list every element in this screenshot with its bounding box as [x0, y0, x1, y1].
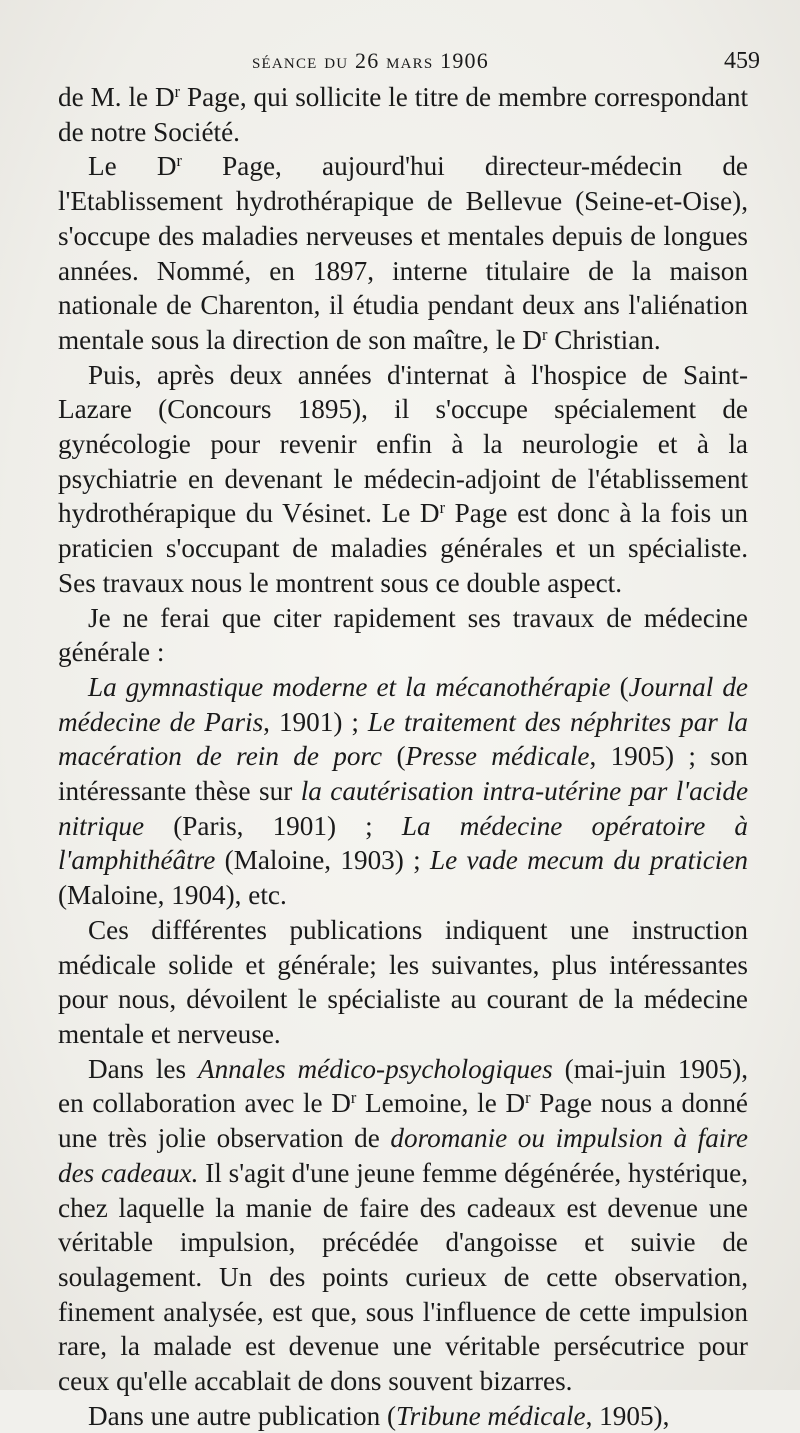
paragraph-2 [58, 149, 748, 357]
text-run: Puis, après deux années d'internat à l'hospice de Saint-Lazare (Concours 1895), il s'occupe spécialement de gynécologie pour revenir enfin à la neurologie et à la psychiatrie en devenant le médecin-adjoint de l'établissement hydrothérapique du Vésinet. Le D [58, 359, 748, 529]
text-run: ( [610, 671, 629, 702]
text-run: , 1901) ; [263, 706, 368, 737]
text-run: Dans une autre publication ( [88, 1400, 397, 1431]
text-run: Lemoine, le D [356, 1088, 526, 1119]
title-italic: la cautérisation intra-utérine par l'acide nitrique [58, 776, 749, 841]
title-italic: Journal de médecine de Paris [58, 671, 748, 737]
paragraph-3 [58, 358, 748, 601]
running-title: séance du 26 mars 1906 [252, 48, 489, 73]
text-run: Dans les [88, 1053, 198, 1084]
superscript: r [176, 151, 182, 171]
superscript: r [174, 82, 181, 102]
text-run: Page est donc à la fois un praticien s'occupant de maladies générales et un spécialiste. Ses travaux nous le montrent sous ce double aspect. [58, 498, 748, 598]
page-number: 459 [724, 48, 760, 74]
title-italic: Annales médico-psychologiques [197, 1053, 553, 1084]
bibliography-paragraph [58, 670, 748, 913]
superscript: r [350, 1088, 357, 1108]
text-run: , 1905), [585, 1400, 670, 1431]
text-run: de M. le D [58, 82, 175, 112]
paragraph-7 [58, 1052, 748, 1399]
title-italic: La gymnastique moderne et la mécanothérapie [88, 671, 611, 702]
text-run: , 1905) ; son intéressante thèse sur [58, 741, 749, 807]
title-italic: doromanie ou impulsion à faire des cadeaux. [58, 1123, 748, 1188]
page-header [60, 42, 760, 76]
text-run: Christian. [547, 324, 661, 355]
superscript: r [541, 324, 548, 344]
text-run: Il s'agit d'une jeune femme dégénérée, hystérique, chez laquelle la manie de faire des cadeaux est devenue une véritable impulsion, précédée d'angoisse et suivie de soulagement. Un des points curieux de cette observation, finement analysée, est que, sous l'influence de cette impulsion rare, la malade est devenue une véritable persécutrice pour ceux qu'elle accablait de dons souvent bizarres. [58, 1157, 748, 1397]
text-run: Page, qui sollicite le titre de membre correspondant de notre Société. [58, 82, 749, 147]
text-run: Page nous a donné une très jolie observation de [58, 1088, 748, 1154]
superscript: r [525, 1088, 531, 1108]
text-run: Le D [88, 151, 177, 182]
text-run: ( [382, 741, 406, 772]
title-italic: Tribune médicale [396, 1400, 586, 1431]
text-run: (Maloine, 1904), etc. [58, 880, 287, 911]
superscript: r [439, 498, 445, 518]
text-run: (Maloine, 1903) ; [215, 845, 430, 876]
text-run: Page, aujourd'hui directeur-médecin de l'Etablissement hydrothérapique de Bellevue (Seine-et-Oise), s'occupe des maladies nerveuses et mentales depuis de longues années. Nommé, en 1897, interne titulaire de la maison nationale de Charenton, il étudia pendant deux ans l'aliénation mentale sous la direction de son maître, le D [58, 151, 749, 355]
paragraph-8 [58, 1399, 748, 1433]
paragraph-4: Je ne ferai que citer rapidement ses travaux de médecine générale : [58, 602, 748, 668]
title-italic: La médecine opératoire à l'amphithéâtre [58, 810, 748, 876]
title-italic: Presse médicale [405, 741, 590, 772]
paragraph-6: Ces différentes publications indiquent une instruction médicale solide et générale; les suivantes, plus intéressantes pour nous, dévoilent le spécialiste au courant de la médecine mentale et nerveuse. [58, 914, 748, 1049]
body-text [58, 80, 748, 1433]
text-run: (Paris, 1901) ; [144, 810, 402, 841]
text-run: (mai-juin 1905), en collaboration avec le D [58, 1053, 749, 1119]
title-italic: Le traitement des néphrites par la macération de rein de porc [58, 706, 749, 772]
title-italic: Le vade mecum du praticien [429, 845, 748, 876]
paragraph-1 [58, 80, 748, 149]
